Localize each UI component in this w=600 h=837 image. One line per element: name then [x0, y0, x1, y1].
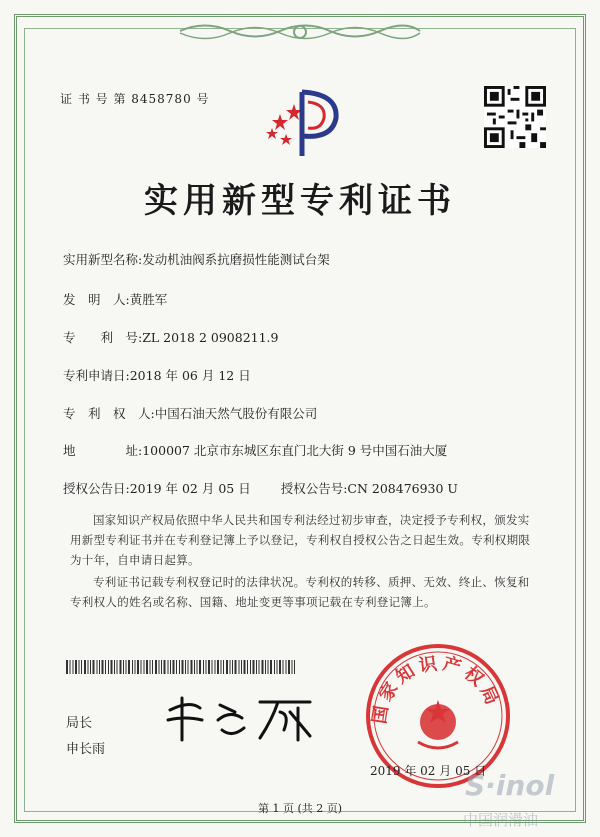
field-patent-number	[63, 328, 279, 346]
field-inventor	[63, 290, 167, 308]
watermark-text: 中国润滑油	[463, 811, 539, 829]
field-value: 发动机油阀系抗磨损性能测试台架	[142, 252, 330, 267]
field-label: 专利申请日:	[63, 368, 130, 383]
field-application-date	[63, 366, 251, 384]
director-title: 局长	[66, 716, 93, 731]
statement-paragraph-1: 国家知识产权局依照中华人民共和国专利法经过初步审查，决定授予专利权，颁发实用新型专利证书并在专利登记簿上予以登记，专利权自授权公告之日起生效。专利权期限为十年，自申请日起算。	[70, 513, 531, 567]
svg-text:S·inol: S·inol	[465, 769, 555, 802]
field-label: 授权公告日:	[63, 481, 130, 496]
field-value: 2018 年 06 月 12 日	[129, 368, 251, 383]
field-value: 2019 年 02 月 05 日	[129, 481, 251, 496]
site-watermark	[455, 765, 595, 833]
field-label: 地 址:	[63, 443, 143, 458]
certificate-title: 实用新型专利证书	[144, 181, 456, 221]
seal-text: 国家知识产权局	[369, 652, 505, 726]
field-patentee	[63, 404, 317, 422]
patent-office-logo	[258, 84, 348, 164]
field-value: CN 208476930 U	[347, 481, 458, 496]
field-label: 发 明 人:	[63, 292, 130, 307]
field-label: 实用新型名称:	[63, 252, 143, 267]
field-value: 100007 北京市东城区东直门北大街 9 号中国石油大厦	[142, 443, 448, 458]
field-label: 授权公告号:	[280, 481, 348, 496]
certificate-number: 证 书 号 第 8458780 号	[60, 92, 210, 106]
barcode	[66, 660, 298, 674]
page-number: 第 1 页 (共 2 页)	[257, 802, 343, 815]
issue-date: 2019 年 02 月 05 日	[370, 764, 487, 778]
field-grant-date	[63, 479, 458, 497]
director-name: 申长雨	[66, 742, 106, 757]
statement-paragraph-2: 专利证书记载专利权登记时的法律状况。专利权的转移、质押、无效、终止、恢复和专利权人的姓名或名称、国籍、地址变更等事项记载在专利登记簿上。	[70, 575, 530, 609]
qr-code	[484, 86, 546, 148]
director-signature	[160, 690, 320, 745]
top-ornament	[175, 20, 425, 42]
field-value: ZL 2018 2 0908211.9	[142, 330, 279, 345]
field-address	[63, 441, 447, 459]
field-value: 黄胜军	[129, 292, 168, 307]
field-utility-model-name	[63, 250, 330, 268]
field-label: 专 利 号:	[63, 330, 143, 345]
field-label: 专 利 权 人:	[63, 406, 155, 421]
field-value: 中国石油天然气股份有限公司	[154, 406, 318, 421]
